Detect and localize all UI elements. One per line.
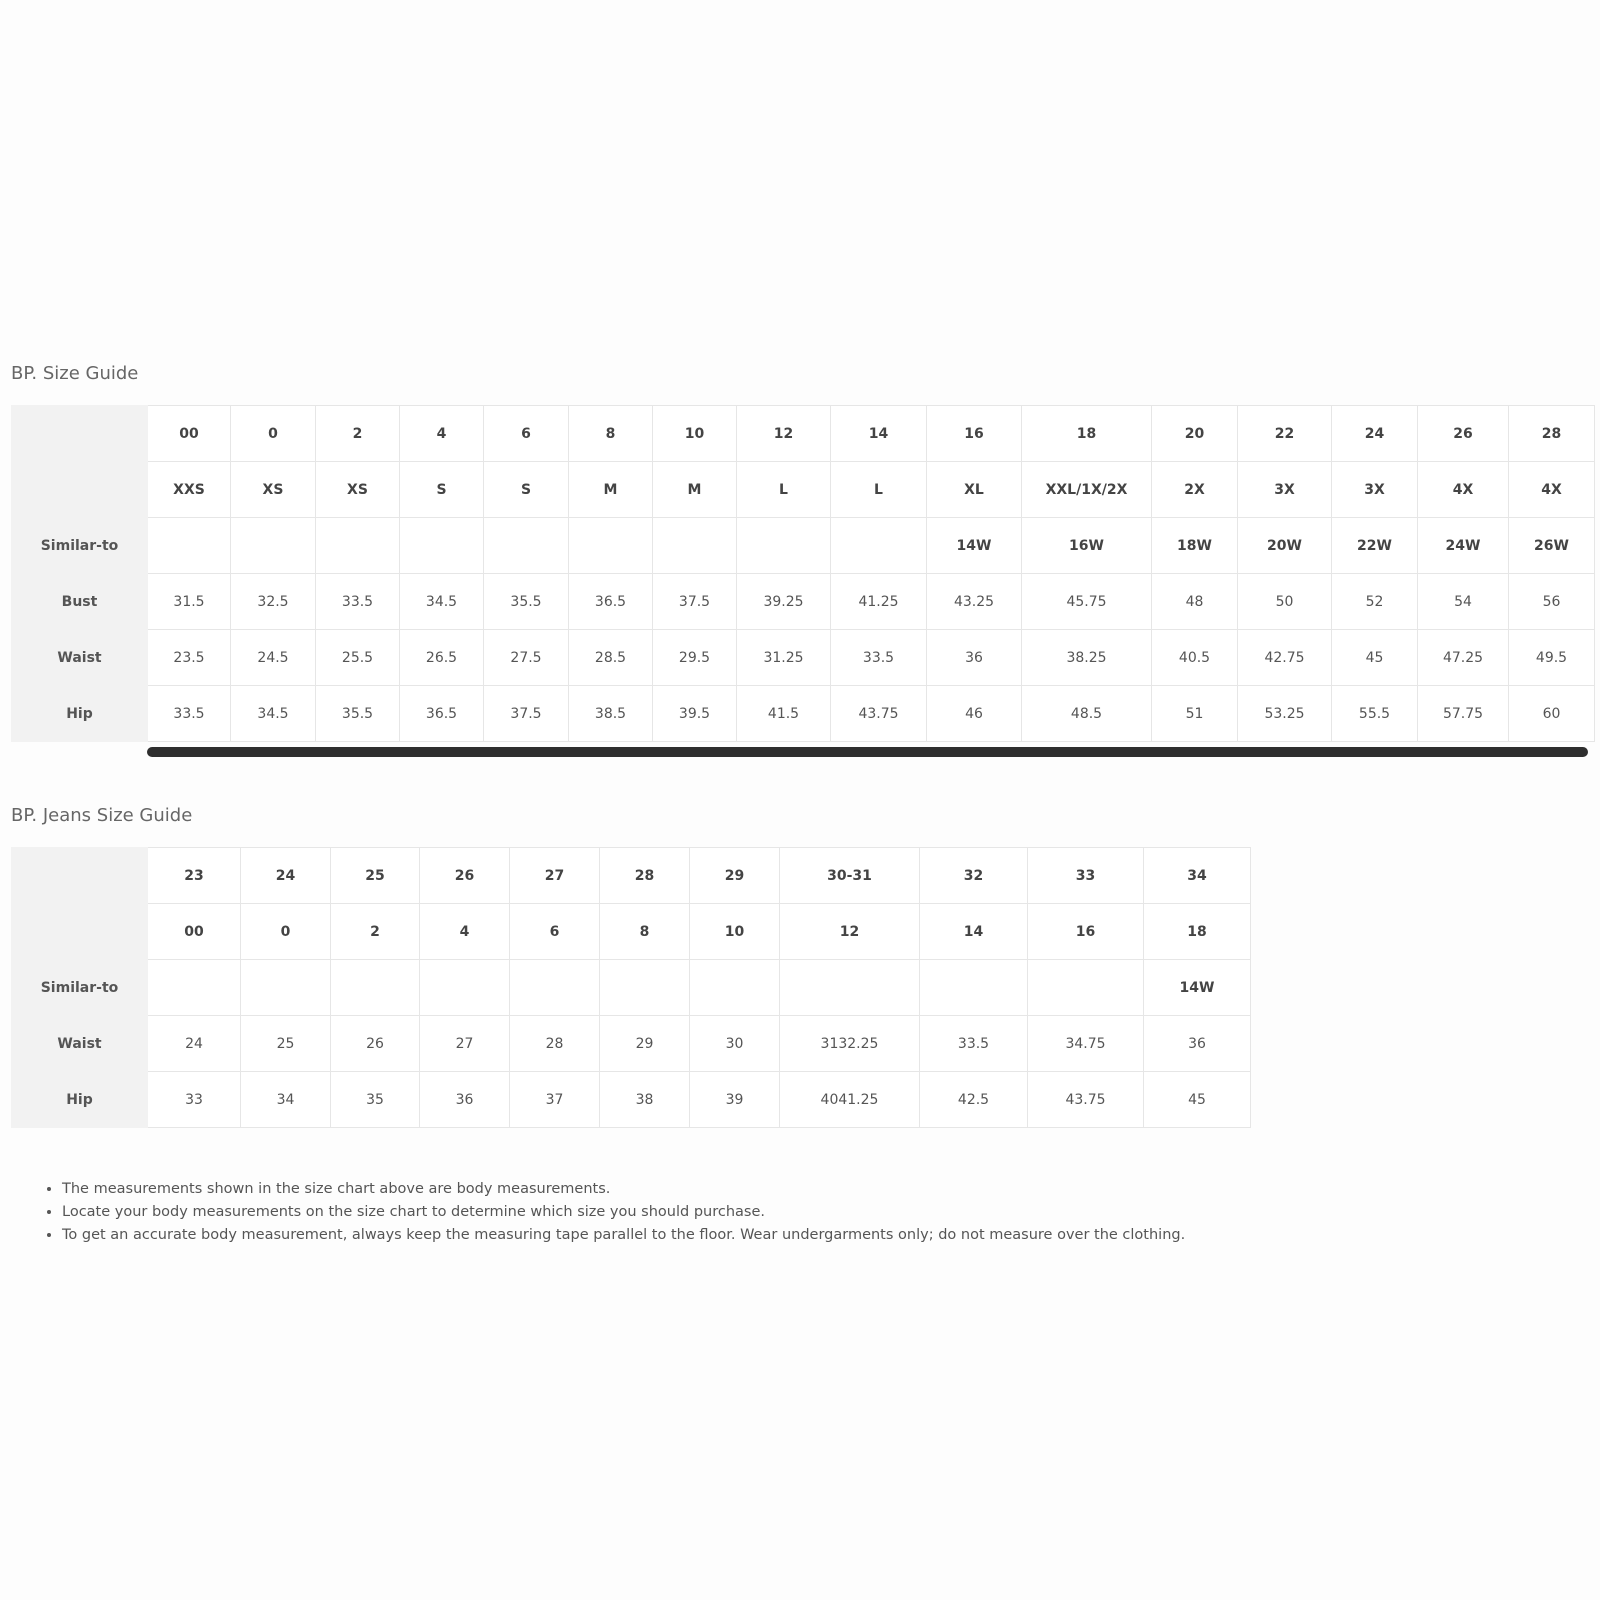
table-cell: M bbox=[569, 462, 653, 518]
table-cell: 31.5 bbox=[148, 574, 231, 630]
table-cell: 10 bbox=[653, 406, 737, 462]
size-guide-title: BP. Size Guide bbox=[11, 363, 139, 384]
table-cell: 34.5 bbox=[231, 686, 316, 742]
table-cell: 12 bbox=[780, 904, 920, 960]
note-item: • Locate your body measurements on the size chart to determine which size you should purchase. bbox=[62, 1201, 1185, 1224]
table-cell: 16 bbox=[927, 406, 1022, 462]
table-cell bbox=[420, 960, 510, 1016]
row-label-similar: Similar-to bbox=[12, 960, 148, 1016]
table-cell: 32 bbox=[920, 848, 1028, 904]
table-cell: 57.75 bbox=[1418, 686, 1509, 742]
waist-row bbox=[12, 630, 1595, 686]
row-label-empty bbox=[12, 406, 148, 462]
table-cell: XS bbox=[231, 462, 316, 518]
bust-row bbox=[12, 574, 1595, 630]
table-cell bbox=[737, 518, 831, 574]
size-row bbox=[12, 406, 1595, 462]
table-cell: 27 bbox=[420, 1016, 510, 1072]
table-cell: 29.5 bbox=[653, 630, 737, 686]
table-cell: 8 bbox=[600, 904, 690, 960]
table-cell: 38.25 bbox=[1022, 630, 1152, 686]
table-cell: 16W bbox=[1022, 518, 1152, 574]
table-cell: 43.25 bbox=[927, 574, 1022, 630]
table-cell: 24 bbox=[1332, 406, 1418, 462]
note-item: • The measurements shown in the size chart above are body measurements. bbox=[62, 1178, 1185, 1201]
table-cell: 6 bbox=[484, 406, 569, 462]
table-cell: 33.5 bbox=[920, 1016, 1028, 1072]
table-cell: 36.5 bbox=[400, 686, 484, 742]
table-cell: 23 bbox=[148, 848, 241, 904]
table-cell bbox=[148, 518, 231, 574]
table-cell: 24 bbox=[148, 1016, 241, 1072]
letter-size-row bbox=[12, 462, 1595, 518]
table-cell: 26W bbox=[1509, 518, 1595, 574]
table-cell: 28 bbox=[600, 848, 690, 904]
table-cell: L bbox=[831, 462, 927, 518]
row-label-empty bbox=[12, 848, 148, 904]
table-cell: 6 bbox=[510, 904, 600, 960]
table-cell: 4X bbox=[1509, 462, 1595, 518]
table-cell: 4041.25 bbox=[780, 1072, 920, 1128]
table-cell: 36 bbox=[420, 1072, 510, 1128]
table-cell: 2 bbox=[331, 904, 420, 960]
table-cell: 48.5 bbox=[1022, 686, 1152, 742]
table-cell: 48 bbox=[1152, 574, 1238, 630]
table-cell: 34 bbox=[241, 1072, 331, 1128]
table-cell: 4 bbox=[400, 406, 484, 462]
jeans-guide-table bbox=[11, 847, 1251, 1128]
similar-row bbox=[12, 518, 1595, 574]
table-cell: 33.5 bbox=[148, 686, 231, 742]
jeans-size-row bbox=[12, 848, 1251, 904]
jeans-hip-row bbox=[12, 1072, 1251, 1128]
table-cell: 8 bbox=[569, 406, 653, 462]
table-cell: 53.25 bbox=[1238, 686, 1332, 742]
table-cell: 26 bbox=[1418, 406, 1509, 462]
table-cell: 14 bbox=[920, 904, 1028, 960]
table-cell bbox=[831, 518, 927, 574]
table-cell: 20W bbox=[1238, 518, 1332, 574]
table-cell: M bbox=[653, 462, 737, 518]
table-cell: XL bbox=[927, 462, 1022, 518]
table-cell: 38.5 bbox=[569, 686, 653, 742]
table-cell bbox=[653, 518, 737, 574]
table-cell: 18W bbox=[1152, 518, 1238, 574]
table-cell: 33 bbox=[1028, 848, 1144, 904]
table-cell: 39.25 bbox=[737, 574, 831, 630]
table-cell: 35.5 bbox=[484, 574, 569, 630]
table-cell bbox=[331, 960, 420, 1016]
table-cell: 45.75 bbox=[1022, 574, 1152, 630]
table-cell: 22 bbox=[1238, 406, 1332, 462]
table-cell: 26 bbox=[331, 1016, 420, 1072]
table-cell: 34.75 bbox=[1028, 1016, 1144, 1072]
row-label-hip: Hip bbox=[12, 1072, 148, 1128]
table-cell: 40.5 bbox=[1152, 630, 1238, 686]
table-cell: 39.5 bbox=[653, 686, 737, 742]
table-cell: 2 bbox=[316, 406, 400, 462]
table-cell: 18 bbox=[1144, 904, 1251, 960]
table-cell: 16 bbox=[1028, 904, 1144, 960]
table-cell: 54 bbox=[1418, 574, 1509, 630]
table-cell: XS bbox=[316, 462, 400, 518]
table-cell: XXS bbox=[148, 462, 231, 518]
table-cell bbox=[569, 518, 653, 574]
note-item: • To get an accurate body measurement, always keep the measuring tape parallel to the floor. Wear undergarments only; do not measure over the clothing. bbox=[62, 1224, 1185, 1247]
table-cell: 23.5 bbox=[148, 630, 231, 686]
table-cell: 41.25 bbox=[831, 574, 927, 630]
table-cell bbox=[600, 960, 690, 1016]
measurement-notes bbox=[38, 1178, 1185, 1247]
table-cell: 31.25 bbox=[737, 630, 831, 686]
table-cell: 37.5 bbox=[484, 686, 569, 742]
table-cell bbox=[690, 960, 780, 1016]
row-label-waist: Waist bbox=[12, 1016, 148, 1072]
table-cell: 00 bbox=[148, 904, 241, 960]
table-cell: 36.5 bbox=[569, 574, 653, 630]
table-cell: 32.5 bbox=[231, 574, 316, 630]
table-cell: 24 bbox=[241, 848, 331, 904]
table-cell: 49.5 bbox=[1509, 630, 1595, 686]
table-cell: 24W bbox=[1418, 518, 1509, 574]
table-cell: 0 bbox=[241, 904, 331, 960]
table-cell: 14W bbox=[927, 518, 1022, 574]
table-cell: 39 bbox=[690, 1072, 780, 1128]
table-cell: 28 bbox=[1509, 406, 1595, 462]
table-cell: 42.5 bbox=[920, 1072, 1028, 1128]
table-cell: 29 bbox=[600, 1016, 690, 1072]
table-cell: 26 bbox=[420, 848, 510, 904]
table-cell: 45 bbox=[1144, 1072, 1251, 1128]
table-cell: 26.5 bbox=[400, 630, 484, 686]
table-cell: 33.5 bbox=[831, 630, 927, 686]
table-cell: 20 bbox=[1152, 406, 1238, 462]
table-cell: 34 bbox=[1144, 848, 1251, 904]
row-label-hip: Hip bbox=[12, 686, 148, 742]
table-cell: 10 bbox=[690, 904, 780, 960]
table-cell: 25 bbox=[331, 848, 420, 904]
table-cell: 51 bbox=[1152, 686, 1238, 742]
row-label-waist: Waist bbox=[12, 630, 148, 686]
table-cell: 00 bbox=[148, 406, 231, 462]
table-cell: 56 bbox=[1509, 574, 1595, 630]
table-cell: 12 bbox=[737, 406, 831, 462]
table-cell: 60 bbox=[1509, 686, 1595, 742]
row-label-bust: Bust bbox=[12, 574, 148, 630]
table-cell bbox=[400, 518, 484, 574]
table-cell: 28 bbox=[510, 1016, 600, 1072]
row-label-empty bbox=[12, 462, 148, 518]
table-cell: S bbox=[484, 462, 569, 518]
table-cell: 35 bbox=[331, 1072, 420, 1128]
table-cell: 37 bbox=[510, 1072, 600, 1128]
table-cell bbox=[241, 960, 331, 1016]
horizontal-scrollbar[interactable] bbox=[147, 747, 1588, 757]
table-cell: 14 bbox=[831, 406, 927, 462]
table-cell: 22W bbox=[1332, 518, 1418, 574]
table-cell: 42.75 bbox=[1238, 630, 1332, 686]
table-cell: 0 bbox=[231, 406, 316, 462]
table-cell: 2X bbox=[1152, 462, 1238, 518]
table-cell: 33 bbox=[148, 1072, 241, 1128]
table-cell: 25 bbox=[241, 1016, 331, 1072]
table-cell: XXL/1X/2X bbox=[1022, 462, 1152, 518]
size-guide-table bbox=[11, 405, 1595, 742]
table-cell: 50 bbox=[1238, 574, 1332, 630]
table-cell: 35.5 bbox=[316, 686, 400, 742]
table-cell: 36 bbox=[1144, 1016, 1251, 1072]
jeans-numeric-size-row bbox=[12, 904, 1251, 960]
table-cell: 27 bbox=[510, 848, 600, 904]
table-cell bbox=[316, 518, 400, 574]
table-cell: 43.75 bbox=[831, 686, 927, 742]
table-cell: 3X bbox=[1332, 462, 1418, 518]
hip-row bbox=[12, 686, 1595, 742]
table-cell: 30 bbox=[690, 1016, 780, 1072]
table-cell bbox=[484, 518, 569, 574]
jeans-guide-title: BP. Jeans Size Guide bbox=[11, 805, 193, 826]
table-cell: 45 bbox=[1332, 630, 1418, 686]
table-cell: 14W bbox=[1144, 960, 1251, 1016]
table-cell bbox=[231, 518, 316, 574]
table-cell: 41.5 bbox=[737, 686, 831, 742]
table-cell bbox=[780, 960, 920, 1016]
table-cell: 27.5 bbox=[484, 630, 569, 686]
row-label-similar: Similar-to bbox=[12, 518, 148, 574]
table-cell: 4X bbox=[1418, 462, 1509, 518]
row-label-empty bbox=[12, 904, 148, 960]
table-cell: 38 bbox=[600, 1072, 690, 1128]
table-cell: 34.5 bbox=[400, 574, 484, 630]
table-cell bbox=[920, 960, 1028, 1016]
table-cell: 36 bbox=[927, 630, 1022, 686]
table-cell bbox=[1028, 960, 1144, 1016]
table-cell: 33.5 bbox=[316, 574, 400, 630]
jeans-similar-row bbox=[12, 960, 1251, 1016]
table-cell: 47.25 bbox=[1418, 630, 1509, 686]
jeans-waist-row bbox=[12, 1016, 1251, 1072]
table-cell: 52 bbox=[1332, 574, 1418, 630]
table-cell: 46 bbox=[927, 686, 1022, 742]
table-cell: 29 bbox=[690, 848, 780, 904]
table-cell bbox=[148, 960, 241, 1016]
table-cell: L bbox=[737, 462, 831, 518]
table-cell: 4 bbox=[420, 904, 510, 960]
table-cell: 55.5 bbox=[1332, 686, 1418, 742]
table-cell: 28.5 bbox=[569, 630, 653, 686]
table-cell: 37.5 bbox=[653, 574, 737, 630]
table-cell: 43.75 bbox=[1028, 1072, 1144, 1128]
table-cell bbox=[510, 960, 600, 1016]
table-cell: 25.5 bbox=[316, 630, 400, 686]
table-cell: 3X bbox=[1238, 462, 1332, 518]
table-cell: 3132.25 bbox=[780, 1016, 920, 1072]
table-cell: 24.5 bbox=[231, 630, 316, 686]
table-cell: 30-31 bbox=[780, 848, 920, 904]
table-cell: 18 bbox=[1022, 406, 1152, 462]
table-cell: S bbox=[400, 462, 484, 518]
